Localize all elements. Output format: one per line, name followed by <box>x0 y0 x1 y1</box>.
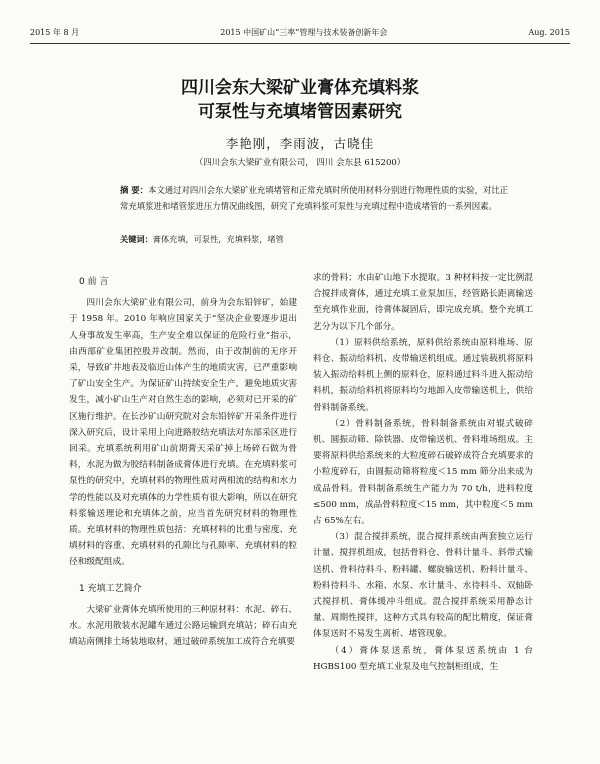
section-heading-process: 1 充填工艺简介 <box>79 583 142 594</box>
right-paragraph-1: 求的骨料；水由矿山地下水提取。3 种材料按一定比例混合搅拌成膏体，通过充填工业泵加压，经管路长距离输送至充填作业面，待膏体凝固后，即完成充填。整个充填工艺分为以下几个部分。 <box>313 273 533 332</box>
keywords <box>120 232 510 246</box>
process-paragraph: 大梁矿业膏体充填所使用的三种原材料：水泥、碎石、水。水泥用散装水泥罐车通过公路运输到充填站；碎石由充填站南侧排土场装地取材，通过破碎系统加工成符合充填要 <box>69 604 297 648</box>
section-heading-intro: 0 前 言 <box>79 277 109 287</box>
intro-paragraph: 四川会东大梁矿业有限公司，前身为会东铅锌矿，始建于 1958 年。2010 年响应国家关于“坚决企业要逐步退出人身事故发生率高，生产安全难以保证的危险行业”指示，由西部矿业集团控股并改制。然而，由于改制前的无序开采，导致矿井地表及临近山体产生的地质灾害，已严重影响了矿山安全生产。为保证矿山持续安全生产，避免地质灾害发生，减小矿山生产对自然生态的影响，必须对已开采的矿区施行维护。在长沙矿山研究院对会东铅锌矿开采条件进行深入研究后，设计采用上向进路胶结充填法对东部采区进行回采。充填系统利用矿山前期膏天采矿掉上场碎石做为骨料，水泥为做为胶结料制备成膏体进行充填。在充填料浆可泵性的研究中，充填材料的物理性质对两相流的结构和水力学的性能以及对充填体的力学性质有很大影响，所以在研究料浆输送理论和充填体之前，应当首先研究材料的物理性质。充填材料的物理性质包括：充填材料的比重与密度、充填材料的容重、充填材料的孔隙比与孔隙率、充填材料的粒径和级配组成。 <box>69 298 297 568</box>
header-date: 2015 年 8 月 <box>30 27 80 37</box>
affiliation: （四川会东大梁矿业有限公司， 四川 会东县 615200） <box>194 158 406 168</box>
keywords-text: 膏体充填，可泵性，充填料浆，堵管 <box>152 234 284 244</box>
abstract-label: 摘 要： <box>120 185 149 195</box>
running-header <box>30 24 570 44</box>
right-paragraph-5: （4）膏体泵送系统，膏体泵送系统由 1 台 HGBS100 型充填工业泵及电气控制柜组成，生 <box>313 645 533 672</box>
left-column <box>69 270 297 650</box>
right-paragraph-2: （1）原料供给系统，原料供给系统由原料堆场、原料仓、振动给料机、皮带输送机组成。通过装载机将原料装入振动给料机上侧的原料仓，原料通过料斗进入振动给料机，振动给料机将原料均匀地卸入皮带输送机上，供给骨料制备系统。 <box>313 337 533 413</box>
paper-title <box>0 76 600 124</box>
right-column <box>313 270 533 675</box>
abstract <box>120 182 510 214</box>
abstract-text: 本文通过对四川会东大梁矿业充填堵管和正常充填时所使用材料分别进行物理性质的实验，对比正常充填浆进和堵管浆进压力情况曲线图，研究了充填料浆可泵性与充填过程中造成堵管的一系列因素。 <box>120 185 509 211</box>
header-date-en: Aug. 2015 <box>528 27 570 37</box>
header-conference: 2015 中国矿山“三率”管理与技术装备创新年会 <box>220 27 388 37</box>
title-line-1: 四川会东大梁矿业膏体充填料浆 <box>181 78 419 98</box>
title-line-2: 可泵性与充填堵管因素研究 <box>198 102 402 122</box>
right-paragraph-3: （2）骨料制备系统，骨料制备系统由对辊式破碎机、圆振动筛、除铁器、皮带输送机、骨料堆场组成。主要将原料供给系统来的大粒度碎石破碎成符合充填要求的小粒度碎石，由圆振动筛将粒度＜15 mm 筛分出来成为成品骨料。骨料制备系统生产能力为 70 t/h，进料粒度≤500 mm，成品骨料粒度＜15 mm，其中粒度＜5 mm 占 65%左右。 <box>313 418 533 527</box>
right-paragraph-4: （3）混合搅拌系统，混合搅拌系统由两套独立运行计量、搅拌机组成，包括骨料仓、骨料计量斗、斜带式输送机、骨料待料斗、粉料罐、螺旋输送机、粉料计量斗、粉料待料斗、水箱、水泵、水计量斗、水待料斗、双轴卧式搅拌机、膏体缓冲斗组成。混合搅拌系统采用静态计量、周期性搅拌，这种方式具有较高的配比精度，保证膏体泵送时不易发生离析、堵管现象。 <box>313 532 533 640</box>
authors: 李艳刚，李雨波，古晓佳 <box>225 136 375 151</box>
keywords-label: 关键词： <box>120 234 153 244</box>
